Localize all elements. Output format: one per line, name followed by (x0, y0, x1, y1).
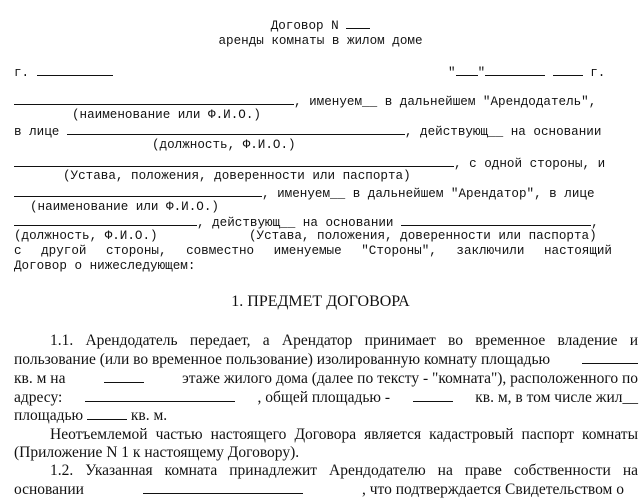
one-side-text: , с одной стороны, и (454, 157, 606, 171)
text: пользование (или во временное пользование) изолированную комнату площадью (14, 351, 551, 368)
clause-1-2-line-2 (14, 480, 624, 498)
text: кв. м. (130, 407, 168, 424)
floor-blank (104, 371, 144, 383)
quote-close: " (477, 66, 486, 80)
date-line (448, 64, 605, 81)
contract-title (0, 17, 641, 34)
tenant-basis-blank (401, 214, 591, 226)
landlord-blank (14, 93, 294, 105)
appendix-line-1: Неотъемлемой частью настоящего Договора является кадастровый паспорт комнаты (50, 426, 638, 443)
landlord-text: , именуем__ в дальнейшем "Арендодатель", (294, 95, 597, 109)
city-blank (37, 64, 113, 76)
city-line (14, 64, 113, 81)
text: кв. м, в том числе жил__ (475, 389, 638, 406)
year-suffix: г. (590, 66, 606, 80)
living-area-blank (87, 408, 127, 420)
day-blank (456, 64, 478, 76)
city-prefix: г. (14, 66, 30, 80)
year-blank (553, 64, 583, 76)
number-blank (346, 17, 370, 29)
clause-1-1-line-1: 1.1. Арендодатель передает, а Арендатор принимает во временное владение и (50, 332, 638, 349)
quote-open: " (448, 66, 456, 80)
text: кв. м на (14, 370, 66, 387)
hint-name-2: (наименование или Ф.И.О.) (30, 200, 219, 214)
contract-subtitle: аренды комнаты в жилом доме (218, 34, 423, 48)
clause-1-2-line-1: 1.2. Указанная комната принадлежит Арендодателю на праве собственности на (50, 462, 638, 479)
ownership-basis-blank (143, 482, 303, 494)
tenant-rep-blank (14, 214, 197, 226)
text: этаже жилого дома (далее по тексту - "комната"), расположенного по (182, 370, 638, 387)
hint-position-2: (должность, Ф.И.О.) (14, 229, 158, 243)
clause-1-1-line-2 (14, 350, 638, 369)
area-blank (582, 352, 638, 364)
section-heading: 1. ПРЕДМЕТ ДОГОВОРА (231, 293, 410, 310)
text: адресу: (14, 389, 63, 406)
clause-1-1-line-5 (14, 406, 167, 425)
landlord-rep-line (14, 123, 601, 140)
hint-name: (наименование или Ф.И.О.) (72, 108, 261, 122)
acting-text: , действующ__ на основании (404, 125, 602, 139)
tenant-text: , именуем__ в дальнейшем "Арендатор", в лице (262, 187, 595, 201)
acting-text-2: , действующ__ на основании (197, 216, 394, 230)
text: основании (14, 481, 84, 498)
text: площадью (14, 407, 84, 424)
text: , общей площадью - (257, 389, 391, 406)
hint-basis-2: (Устава, положения, доверенности или паспорта) (249, 229, 597, 243)
hint-position: (должность, Ф.И.О.) (152, 138, 296, 152)
address-blank (85, 390, 235, 402)
in-person-text: в лице (14, 125, 60, 139)
appendix-line-2: (Приложение N 1 к настоящему Договору). (14, 444, 300, 461)
text: , что подтверждается Свидетельством о (361, 481, 624, 498)
total-area-blank (413, 390, 453, 402)
rep-blank (67, 123, 405, 135)
tenant-blank (14, 185, 262, 197)
clause-1-1-line-4 (14, 388, 638, 407)
hint-basis: (Устава, положения, доверенности или паспорта) (63, 169, 411, 183)
title-text: Договор N (270, 19, 339, 33)
month-blank (485, 64, 545, 76)
comma: , (591, 216, 599, 230)
basis-blank (14, 155, 454, 167)
clause-1-1-line-3 (14, 369, 638, 388)
other-side-text: с другой стороны, совместно именуемые "Стороны", заключили настоящий (14, 244, 612, 258)
concluded-text: Договор о нижеследующем: (14, 259, 196, 273)
